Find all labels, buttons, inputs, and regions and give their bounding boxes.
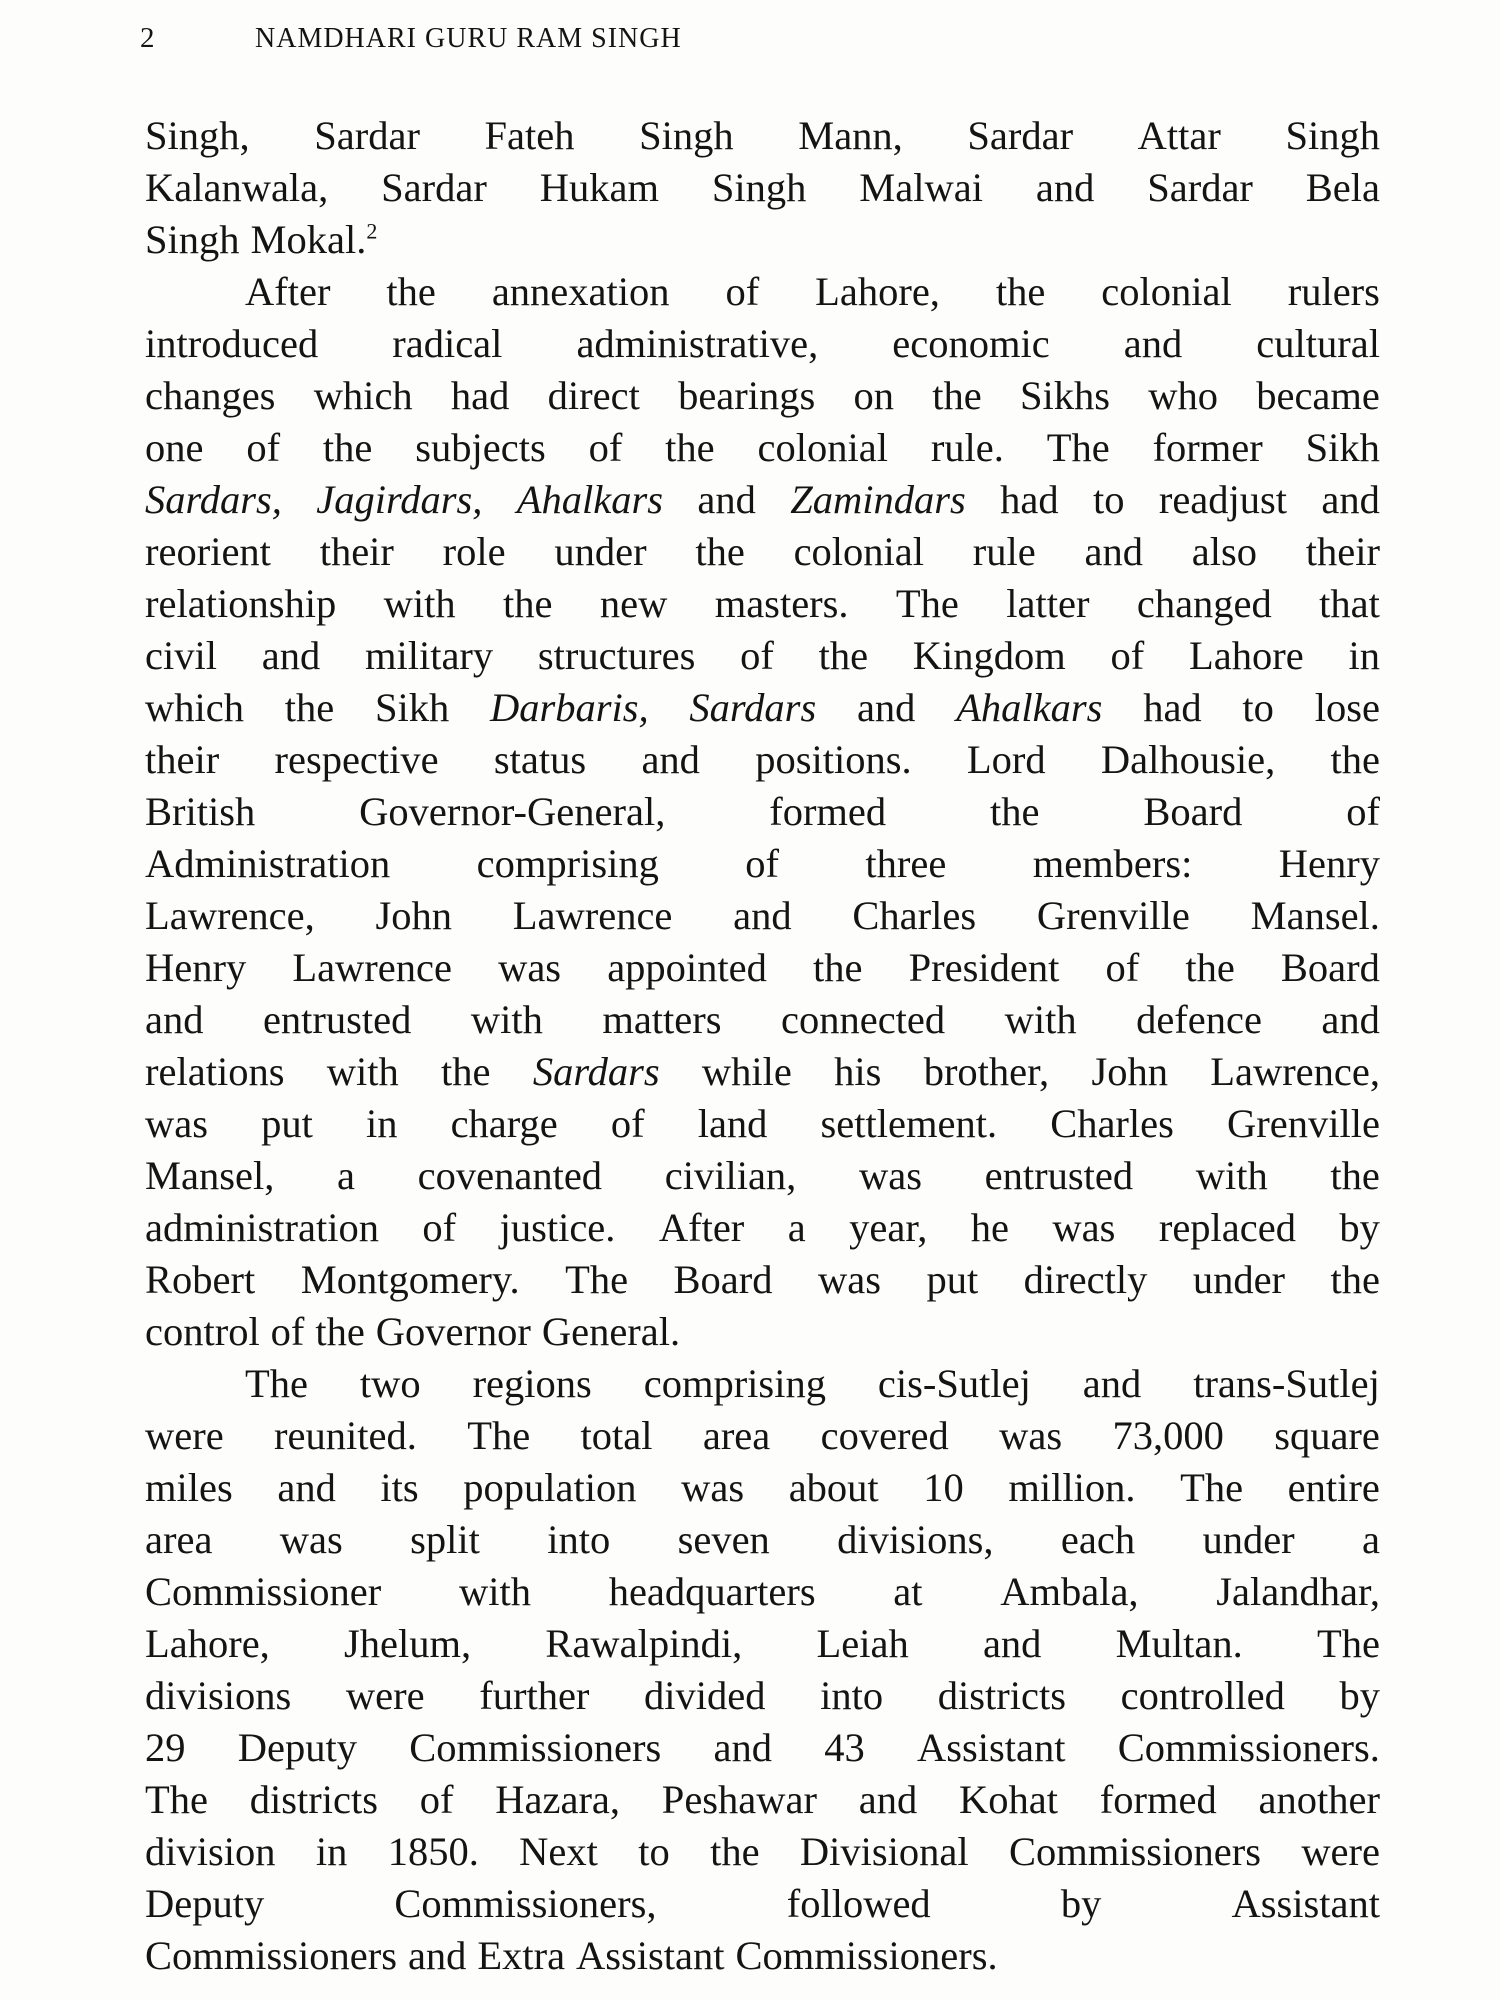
- text-line: The two regions comprising cis-Sutlej and trans-Sutlej: [245, 1361, 1380, 1406]
- text-line: reorient their role under the colonial rule and also their: [145, 529, 1380, 574]
- text-line: were reunited. The total area covered was 73,000 square: [145, 1413, 1380, 1458]
- paragraph: [145, 266, 1380, 1358]
- text-line: divisions were further divided into districts controlled by: [145, 1673, 1380, 1718]
- footnote-marker: 2: [366, 218, 378, 244]
- text-line: their respective status and positions. Lord Dalhousie, the: [145, 737, 1380, 782]
- text-line: introduced radical administrative, economic and cultural: [145, 321, 1380, 366]
- text-line: Commissioner with headquarters at Ambala, Jalandhar,: [145, 1569, 1380, 1614]
- text-line: one of the subjects of the colonial rule. The former Sikh: [145, 425, 1380, 470]
- text-line: relationship with the new masters. The latter changed that: [145, 581, 1380, 626]
- text-line: 29 Deputy Commissioners and 43 Assistant Commissioners.: [145, 1725, 1380, 1770]
- text-line: administration of justice. After a year, he was replaced by: [145, 1205, 1380, 1250]
- book-title: NAMDHARI GURU RAM SINGH: [255, 23, 682, 54]
- text-line: Lawrence, John Lawrence and Charles Grenville Mansel.: [145, 893, 1380, 938]
- paragraph: [145, 1358, 1380, 1982]
- paragraph: [145, 110, 1380, 266]
- text-line: After the annexation of Lahore, the colonial rulers: [245, 269, 1380, 314]
- text-line: relations with the Sardars while his brother, John Lawrence,: [145, 1049, 1380, 1094]
- body-text: [145, 110, 1380, 1982]
- text-line: Lahore, Jhelum, Rawalpindi, Leiah and Multan. The: [145, 1621, 1380, 1666]
- running-head: [140, 22, 682, 55]
- text-line: Kalanwala, Sardar Hukam Singh Malwai and Sardar Bela: [145, 165, 1380, 210]
- text-line: Commissioners and Extra Assistant Commissioners.: [145, 1933, 998, 1978]
- page-number: 2: [140, 22, 155, 54]
- text-line: Singh, Sardar Fateh Singh Mann, Sardar Attar Singh: [145, 113, 1380, 158]
- text-line: Administration comprising of three members: Henry: [145, 841, 1380, 886]
- text-line: and entrusted with matters connected with defence and: [145, 997, 1380, 1042]
- text-line: control of the Governor General.: [145, 1309, 681, 1354]
- text-line: Sardars, Jagirdars, Ahalkars and Zamindars had to readjust and: [145, 477, 1380, 522]
- text-line: Deputy Commissioners, followed by Assistant: [145, 1881, 1380, 1926]
- text-line: Mansel, a covenanted civilian, was entrusted with the: [145, 1153, 1380, 1198]
- text-line: area was split into seven divisions, each under a: [145, 1517, 1380, 1562]
- text-line: division in 1850. Next to the Divisional Commissioners were: [145, 1829, 1380, 1874]
- text-line: Henry Lawrence was appointed the President of the Board: [145, 945, 1380, 990]
- text-line: was put in charge of land settlement. Charles Grenville: [145, 1101, 1380, 1146]
- text-line: Robert Montgomery. The Board was put directly under the: [145, 1257, 1380, 1302]
- text-line: miles and its population was about 10 million. The entire: [145, 1465, 1380, 1510]
- text-line: changes which had direct bearings on the Sikhs who became: [145, 373, 1380, 418]
- text-line: Singh Mokal.$^2$: [145, 217, 378, 262]
- text-line: which the Sikh Darbaris, Sardars and Ahalkars had to lose: [145, 685, 1380, 730]
- text-line: British Governor-General, formed the Board of: [145, 789, 1380, 834]
- text-line: The districts of Hazara, Peshawar and Kohat formed another: [145, 1777, 1380, 1822]
- text-line: civil and military structures of the Kingdom of Lahore in: [145, 633, 1380, 678]
